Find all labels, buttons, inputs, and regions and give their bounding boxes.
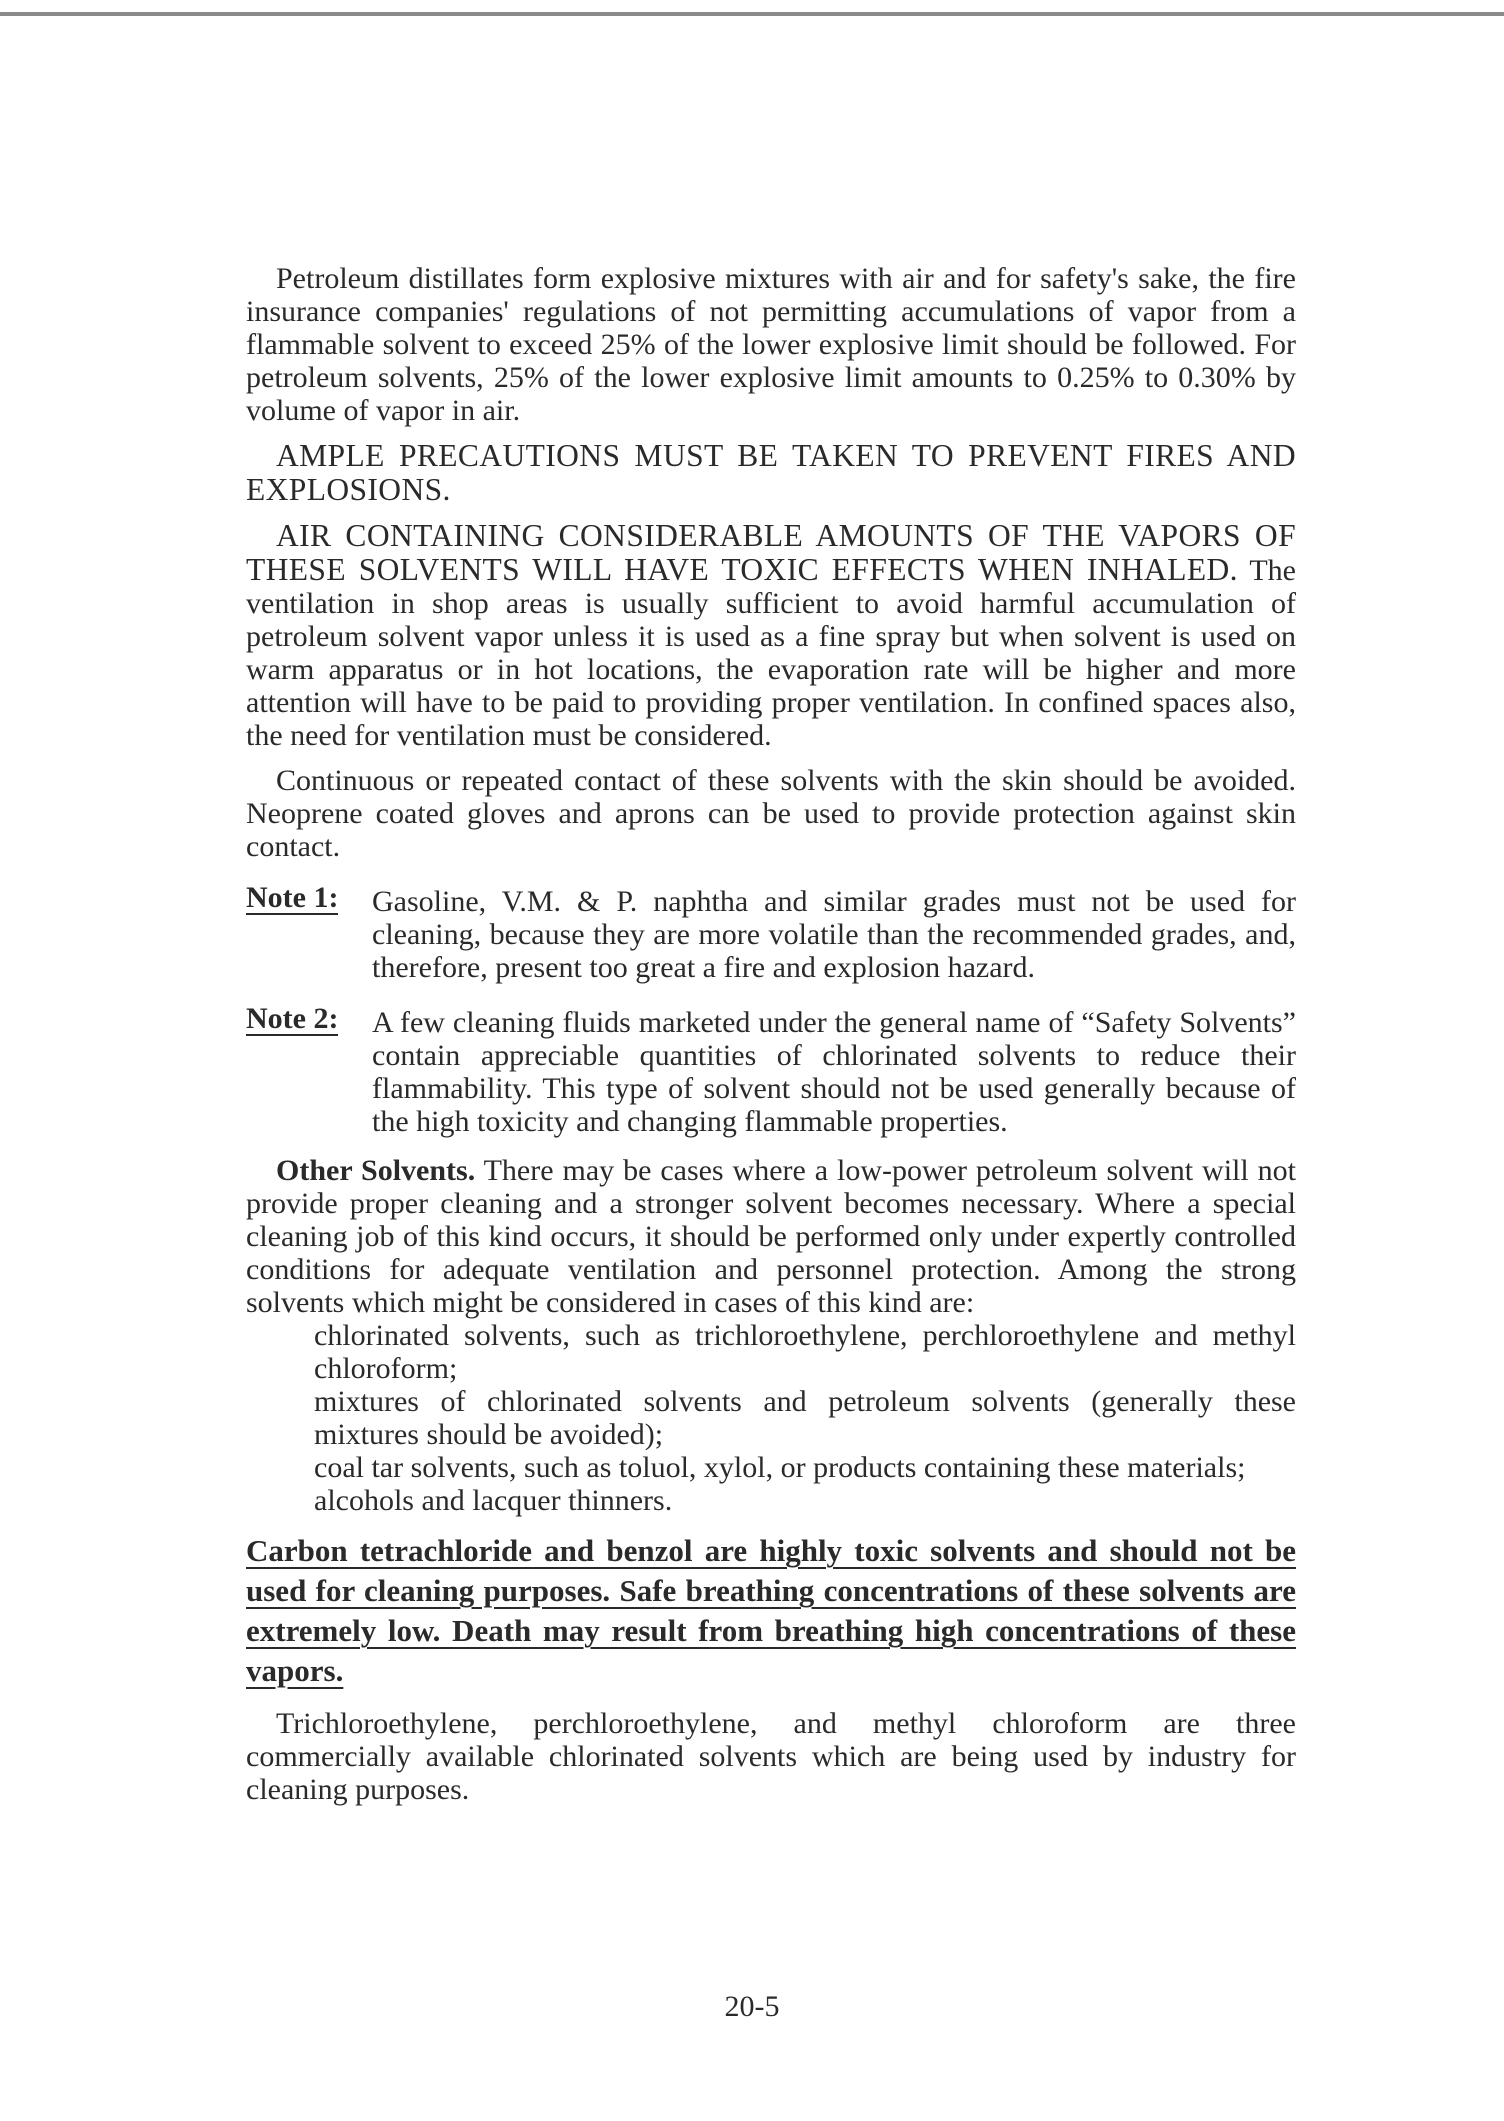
list-item: alcohols and lacquer thinners. bbox=[314, 1484, 673, 1517]
other-solvents-heading: Other Solvents. bbox=[276, 1154, 476, 1187]
paragraph-other-solvents bbox=[246, 1154, 1296, 1319]
note-2-label: Note 2: bbox=[246, 1002, 339, 1035]
page-number: 20-5 bbox=[724, 1990, 780, 2023]
note-2-text: A few cleaning fluids marketed under the general name of “Safety Solvents” contain appreciable quantities of chlorinated solvents to reduce their flammability. This type of solvent should not be used generally because of the high toxicity and changing flammable properties. bbox=[372, 1006, 1296, 1138]
paragraph-ample-precautions: AMPLE PRECAUTIONS MUST BE TAKEN TO PREVENT FIRES AND EXPLOSIONS. bbox=[246, 438, 1296, 507]
paragraph-chlorinated-solvents: Trichloroethylene, perchloroethylene, and methyl chloroform are three commercially available chlorinated solvents which are being used by industry for cleaning purposes. bbox=[246, 1707, 1296, 1806]
strong-solvents-list bbox=[314, 1319, 1296, 1517]
toxic-effects-caps: AIR CONTAINING CONSIDERABLE AMOUNTS OF THE VAPORS OF THESE SOLVENTS WILL HAVE TOXIC EFFECTS WHEN INHALED. bbox=[246, 518, 1296, 587]
note-2 bbox=[246, 1002, 1296, 1138]
other-solvents-text: There may be cases where a low-power petroleum solvent will not provide proper cleaning and a stronger solvent becomes necessary. Where a special cleaning job of this kind occurs, it should be performed only under expertly controlled conditions for adequate ventilation and personnel protection. Among the strong solvents which might be considered in cases of this kind are: bbox=[246, 1154, 1296, 1319]
list-item: coal tar solvents, such as toluol, xylol, or products containing these materials; bbox=[314, 1451, 1246, 1484]
warning-text: Carbon tetrachloride and benzol are highly toxic solvents and should not be used for cleaning purposes. Safe breathing concentrations of these solvents are extremely low. Death may result from breathing high concentrations of these vapors. bbox=[246, 1533, 1296, 1688]
paragraph-petroleum-distillates: Petroleum distillates form explosive mixtures with air and for safety's sake, the fire insurance companies' regulations of not permitting accumulations of vapor from a flammable solvent to exceed 25% of the lower explosive limit should be followed. For petroleum solvents, 25% of the lower explosive limit amounts to 0.25% to 0.30% by volume of vapor in air. bbox=[246, 262, 1296, 427]
warning-paragraph bbox=[246, 1531, 1296, 1691]
note-1-text: Gasoline, V.M. & P. naphtha and similar grades must not be used for cleaning, because they are more volatile than the recommended grades, and, therefore, present too great a fire and explosion hazard. bbox=[372, 885, 1296, 984]
list-item: mixtures of chlorinated solvents and petroleum solvents (generally these mixtures should be avoided); bbox=[314, 1385, 1296, 1451]
list-item: chlorinated solvents, such as trichloroethylene, perchloroethylene and methyl chloroform; bbox=[314, 1319, 1296, 1385]
top-rule bbox=[0, 12, 1504, 16]
paragraph-skin-contact: Continuous or repeated contact of these solvents with the skin should be avoided. Neoprene coated gloves and aprons can be used to provide protection against skin contact. bbox=[246, 764, 1296, 863]
page-body bbox=[246, 262, 1296, 1806]
note-1-label: Note 1: bbox=[246, 881, 339, 914]
note-1 bbox=[246, 881, 1296, 984]
toxic-effects-text: The ventilation in shop areas is usually sufficient to avoid harmful accumulation of petroleum solvent vapor unless it is used as a fine spray but when solvent is used on warm apparatus or in hot locations, the evaporation rate will be higher and more attention will have to be paid to providing proper ventilation. In confined spaces also, the need for ventilation must be considered. bbox=[246, 554, 1296, 752]
paragraph-toxic-effects bbox=[246, 519, 1296, 752]
